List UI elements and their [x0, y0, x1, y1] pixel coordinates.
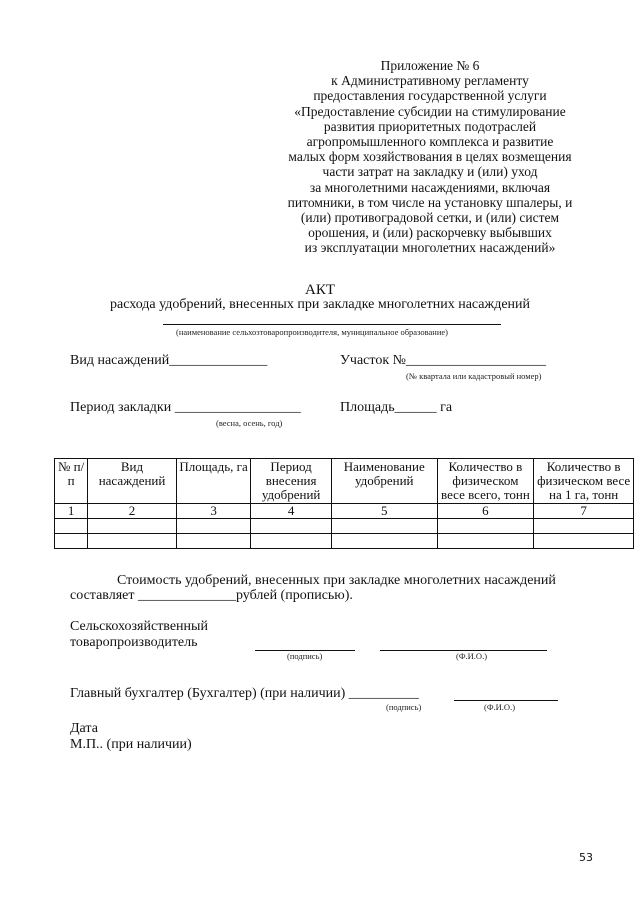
col-header-period: Период внесения удобрений	[251, 459, 332, 504]
column-number: 1	[55, 504, 88, 519]
date-label: Дата	[70, 721, 98, 736]
page-number: 53	[579, 851, 593, 864]
producer-hint: (наименование сельхозтоваропроизводителя, муниципальное образование)	[176, 327, 448, 337]
accountant-signature-hint: (подпись)	[386, 702, 422, 712]
annex-line: из эксплуатации многолетних насаждений»	[304, 240, 556, 256]
planting-type-field: Вид насаждений______________	[70, 353, 268, 368]
annex-line: Приложение № 6	[380, 58, 480, 73]
table-number-row	[55, 504, 634, 519]
producer-label-2: товаропроизводитель	[70, 635, 198, 650]
act-title: АКТ	[305, 282, 335, 298]
col-header-planting-type: Вид насаждений	[88, 459, 177, 504]
plot-hint: (№ квартала или кадастровый номер)	[406, 371, 542, 381]
annex-line: (или) противоградовой сетки, и (или) систем	[300, 210, 560, 226]
column-number: 5	[331, 504, 437, 519]
annex-line: части затрат на закладку и (или) уход	[322, 164, 538, 180]
annex-line: к Административному регламенту	[331, 73, 529, 89]
plot-field: Участок №____________________	[340, 353, 546, 368]
fertilizer-table	[54, 458, 634, 549]
column-number: 7	[534, 504, 634, 519]
act-subtitle: расхода удобрений, внесенных при закладке многолетних насаждений	[109, 297, 531, 312]
annex-header	[260, 58, 600, 256]
producer-signature-hint: (подпись)	[287, 651, 323, 661]
table-row	[55, 534, 634, 549]
table-header-row	[55, 459, 634, 504]
annex-line: агропромышленного комплекса и развитие	[306, 134, 554, 150]
annex-line: «Предоставлениe субсидии на стимулированиe	[294, 103, 566, 119]
column-number: 2	[88, 504, 177, 519]
period-field: Период закладки __________________	[70, 400, 301, 415]
column-number: 6	[437, 504, 534, 519]
annex-line: предоставления государственной услуги	[313, 88, 547, 104]
producer-underline	[163, 324, 501, 325]
table-row	[55, 519, 634, 534]
col-header-quantity-total: Количество в физическом весе всего, тонн	[437, 459, 534, 504]
column-number: 3	[176, 504, 251, 519]
accountant-label: Главный бухгалтер (Бухгалтер) (при наличии) __________	[70, 686, 419, 701]
accountant-name-line	[454, 700, 558, 701]
area-field: Площадь______ га	[340, 400, 453, 415]
accountant-name-hint: (Ф.И.О.)	[484, 702, 516, 712]
annex-line: орошения, и (или) раскорчевку выбывших	[308, 225, 552, 241]
cost-line-2: составляет ______________рублей (прописью).	[70, 588, 353, 603]
annex-line: малых форм хозяйствования в целях возмещения	[288, 149, 572, 165]
cost-line-1: Стоимость удобрений, внесенных при закладке многолетних насаждений	[117, 573, 556, 588]
stamp-label: М.П.. (при наличии)	[70, 737, 192, 752]
column-number: 4	[251, 504, 332, 519]
producer-name-hint: (Ф.И.О.)	[456, 651, 488, 661]
annex-line: за многолетними насаждениями, включая	[309, 179, 551, 195]
annex-line: питомники, в том числе на установку шпалеры, и	[287, 194, 573, 210]
annex-line: развития приоритетных подотраслей	[323, 118, 537, 134]
period-hint: (весна, осень, год)	[216, 418, 283, 428]
col-header-number: № п/п	[55, 459, 88, 504]
col-header-fertilizer-name: Наименование удобрений	[331, 459, 437, 504]
col-header-area: Площадь, га	[176, 459, 251, 504]
col-header-quantity-per-ha: Количество в физическом весе на 1 га, тонн	[534, 459, 634, 504]
producer-label-1: Сельскохозяйственный	[70, 619, 208, 634]
